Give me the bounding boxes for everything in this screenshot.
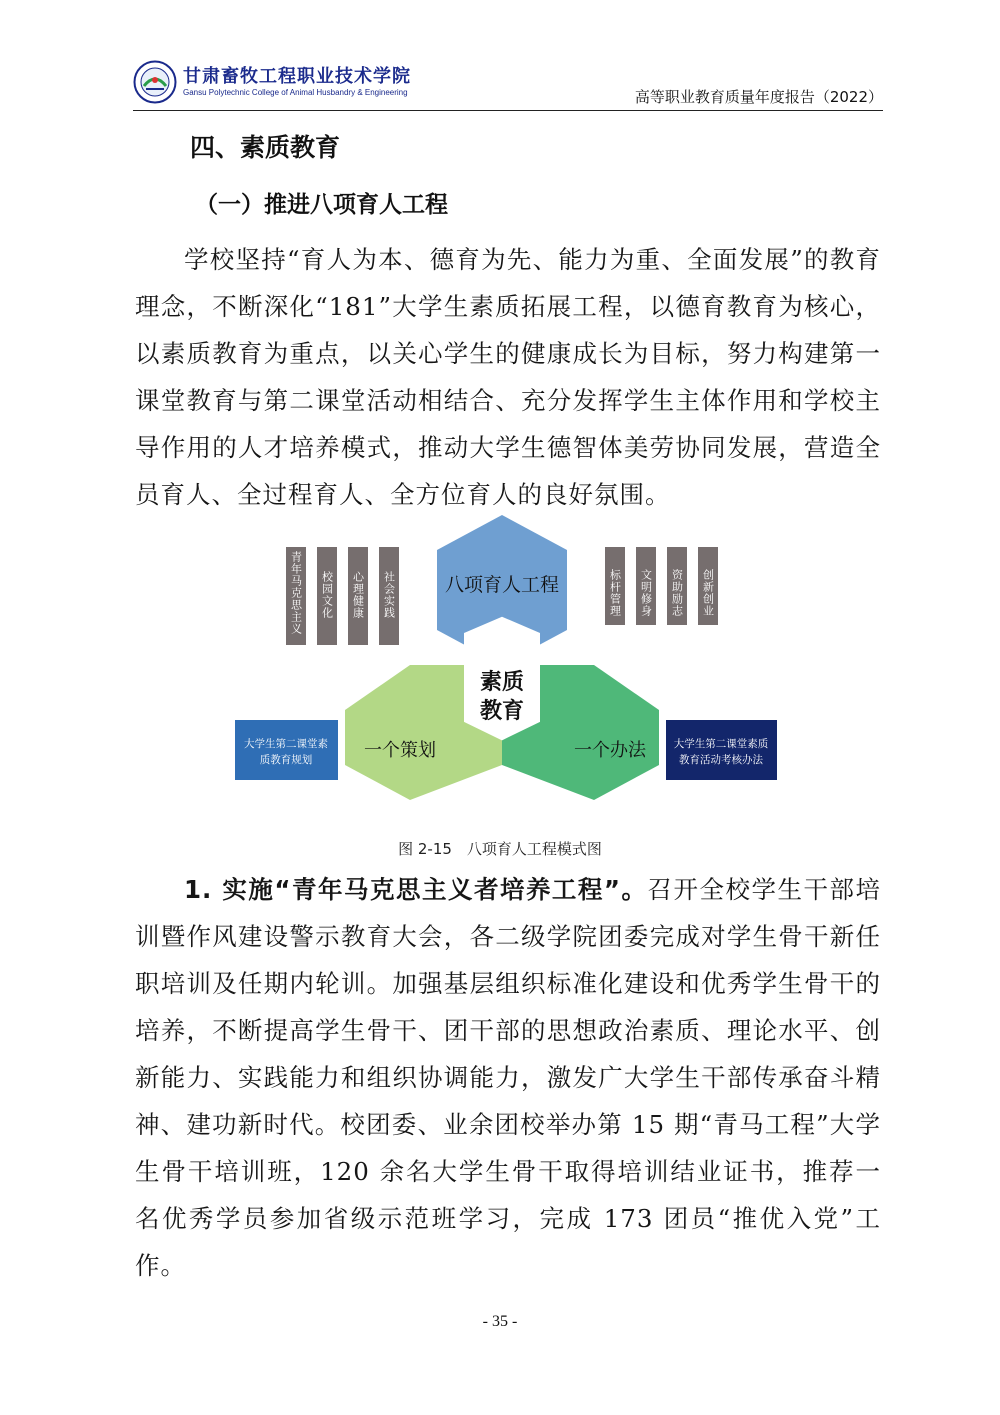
diagram-svg [230,515,780,835]
center-label-line1: 素质 [479,669,525,695]
section-title: 四、素质教育 [190,133,341,162]
page-header [133,52,883,110]
right-box-line1: 大学生第二课堂素质 [673,738,769,750]
item1-text: 召开全校学生干部培训暨作风建设警示教育大会，各二级学院团委完成对学生骨干新任职培训及任期内轮训。加强基层组织标准化建设和优秀学生骨干的培养，不断提高学生骨干、团干部的思想政治素质、理论水平、创新能力、实践能力和组织协调能力，激发广大学生干部传承奋斗精神、建功新时代。校团委、业余团校举办第 15 期“青马工程”大学生骨干培训班，120 余名大学生骨干取得培训结业证书，推荐一名优秀学员参加省级示范班学习，完成 173 团员“推优入党”工作。 [135,875,882,1280]
right-label: 一个办法 [574,740,646,761]
right-box-line2: 教育活动考核办法 [679,754,763,766]
top-label: 八项育人工程 [444,574,560,596]
left-item-1: 青年马克思主义 [289,551,303,635]
intro-paragraph: 学校坚持“育人为本、德育为先、能力为重、全面发展”的教育理念，不断深化“181”大学生素质拓展工程，以德育教育为核心，以素质教育为重点，以关心学生的健康成长为目标，努力构建第一课堂教育与第二课堂活动相结合、充分发挥学生主体作用和学校主导作用的人才培养模式，推动大学生德智体美劳协同发展，营造全员育人、全过程育人、全方位育人的良好氛围。 [135,245,881,509]
school-name-en: Gansu Polytechnic College of Animal Husbandry & Engineering [183,88,408,97]
right-item-3: 资助励志 [670,569,684,617]
left-item-4: 社会实践 [382,571,396,619]
right-item-2: 文明修身 [639,569,653,617]
school-seal-logo [133,60,177,104]
left-plan-box [235,720,338,780]
left-item-2: 校园文化 [320,571,334,619]
left-item-3: 心理健康 [351,571,365,619]
left-label: 一个策划 [364,740,436,761]
right-item-pills [605,547,718,625]
center-label-line2: 教育 [479,698,525,724]
right-item-4: 创新创业 [701,569,715,617]
left-item-pills [286,547,399,645]
eight-projects-diagram [230,515,780,835]
right-method-box [666,720,777,780]
left-box-line2: 质教育规划 [259,754,313,766]
report-title: 高等职业教育质量年度报告（2022） [634,88,883,106]
header-divider [133,110,883,111]
subsection-title: （一）推进八项育人工程 [195,192,448,218]
figure-caption: 图 2-15 八项育人工程模式图 [398,840,602,858]
left-box-line1: 大学生第二课堂素 [244,738,328,750]
item1-lead: 1. 实施“青年马克思主义者培养工程”。 [184,875,648,904]
page-number: - 35 - [482,1313,518,1330]
item1-paragraph [135,866,881,1289]
school-name-cn: 甘肃畜牧工程职业技术学院 [183,66,411,87]
right-item-1: 标杆管理 [608,569,622,617]
